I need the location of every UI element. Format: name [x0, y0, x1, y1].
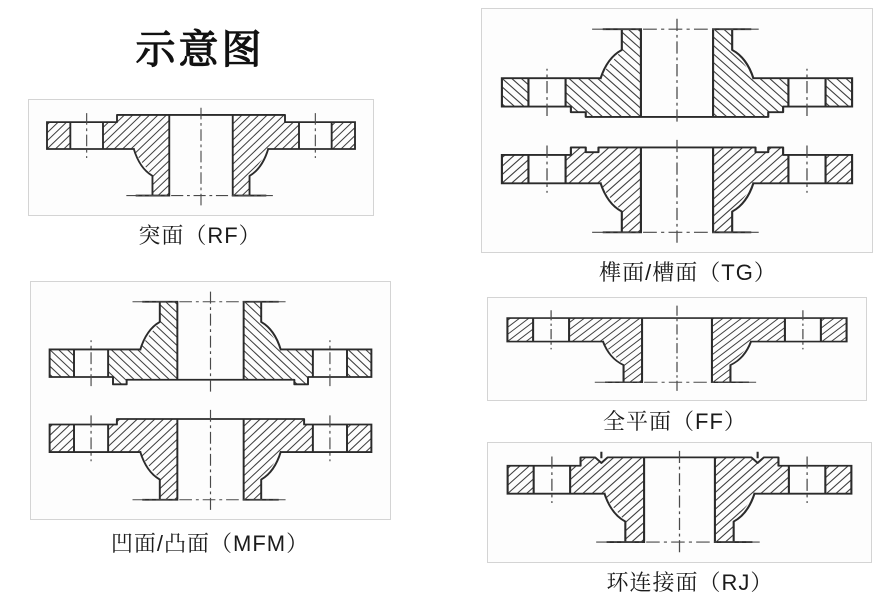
- flange-drawing-rj: [492, 449, 867, 556]
- diagram-rf-label: 突面（RF）: [138, 223, 262, 248]
- diagram-mfm-label: 凹面/凸面（MFM）: [110, 531, 310, 556]
- flange-drawing-tg-tongue: [486, 15, 868, 124]
- diagram-rf-frame: [28, 99, 374, 216]
- flange-drawing-tg-groove: [486, 138, 868, 247]
- diagram-tg-label: 榫面/槽面（TG）: [599, 260, 777, 285]
- flange-drawing-mfm-female: [35, 288, 386, 394]
- flange-drawing-mfm-male: [35, 408, 386, 514]
- page-title: 示意图: [135, 28, 265, 72]
- diagram-ff-frame: [487, 297, 867, 401]
- flange-drawing-rf: [33, 106, 369, 209]
- diagram-ff-label: 全平面（FF）: [603, 409, 747, 434]
- diagram-tg-frame: [481, 8, 873, 253]
- diagram-rj-frame: [487, 442, 872, 563]
- diagram-mfm-frame: [30, 281, 391, 520]
- flange-drawing-ff: [492, 304, 862, 394]
- diagram-rj-label: 环连接面（RJ）: [606, 570, 774, 595]
